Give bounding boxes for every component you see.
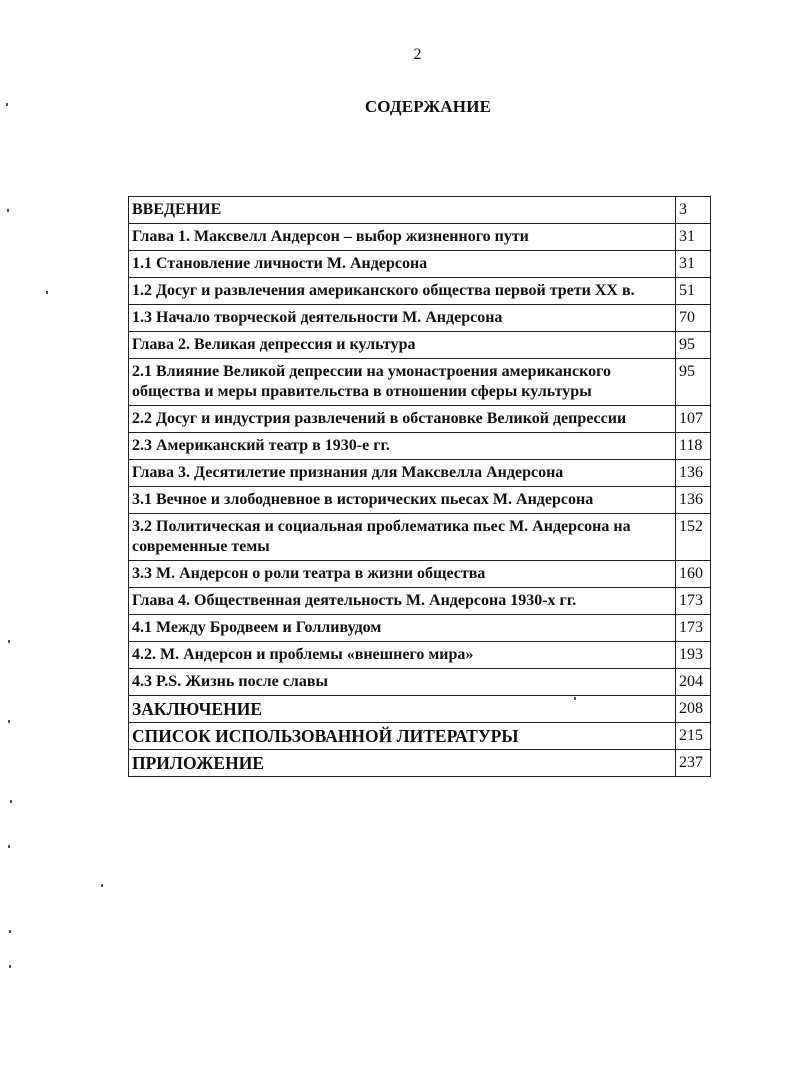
toc-entry-page: 51 xyxy=(676,278,711,305)
toc-row xyxy=(129,406,711,433)
toc-row xyxy=(129,696,711,723)
toc-entry-title: СПИСОК ИСПОЛЬЗОВАННОЙ ЛИТЕРАТУРЫ xyxy=(129,723,676,750)
toc-entry-page: 208 xyxy=(676,696,711,723)
scan-speck xyxy=(7,209,9,212)
toc-row xyxy=(129,460,711,487)
toc-entry-page: 31 xyxy=(676,224,711,251)
toc-row xyxy=(129,723,711,750)
toc-entry-page: 173 xyxy=(676,588,711,615)
toc-row xyxy=(129,561,711,588)
toc-entry-title: 3.2 Политическая и социальная проблематика пьес М. Андерсона на современные темы xyxy=(129,514,676,561)
toc-entry-title: ЗАКЛЮЧЕНИЕ xyxy=(129,696,676,723)
toc-entry-title: ПРИЛОЖЕНИЕ xyxy=(129,750,676,777)
scan-speck xyxy=(8,845,10,848)
toc-entry-page: 70 xyxy=(676,305,711,332)
toc-entry-page: 95 xyxy=(676,332,711,359)
toc-entry-title: 2.3 Американский театр в 1930-е гг. xyxy=(129,433,676,460)
scan-speck xyxy=(10,800,12,803)
scan-speck xyxy=(46,291,48,294)
toc-entry-page: 173 xyxy=(676,615,711,642)
toc-entry-title: 2.2 Досуг и индустрия развлечений в обстановке Великой депрессии xyxy=(129,406,676,433)
toc-row xyxy=(129,197,711,224)
toc-row xyxy=(129,224,711,251)
scan-speck xyxy=(9,930,11,933)
toc-row xyxy=(129,588,711,615)
page-title: СОДЕРЖАНИЕ xyxy=(364,97,492,116)
scan-speck xyxy=(9,965,11,968)
toc-entry-title: Глава 4. Общественная деятельность М. Андерсона 1930-х гг. xyxy=(129,588,676,615)
toc-entry-page: 152 xyxy=(676,514,711,561)
page-number: 2 xyxy=(413,46,422,63)
toc-entry-title: 3.3 М. Андерсон о роли театра в жизни общества xyxy=(129,561,676,588)
scan-speck xyxy=(574,697,576,700)
toc-entry-title: Глава 1. Максвелл Андерсон – выбор жизненного пути xyxy=(129,224,676,251)
scan-speck xyxy=(101,884,103,887)
scan-speck xyxy=(6,103,8,106)
toc-entry-title: Глава 3. Десятилетие признания для Максвелла Андерсона xyxy=(129,460,676,487)
toc-entry-title: 3.1 Вечное и злободневное в исторических пьесах М. Андерсона xyxy=(129,487,676,514)
toc-row xyxy=(129,359,711,406)
toc-entry-page: 204 xyxy=(676,669,711,696)
toc-entry-title: 1.1 Становление личности М. Андерсона xyxy=(129,251,676,278)
toc-entry-page: 107 xyxy=(676,406,711,433)
toc-entry-title: 4.3 P.S. Жизнь после славы xyxy=(129,669,676,696)
toc-entry-page: 136 xyxy=(676,460,711,487)
toc-entry-page: 31 xyxy=(676,251,711,278)
toc-entry-page: 95 xyxy=(676,359,711,406)
toc-entry-page: 3 xyxy=(676,197,711,224)
toc-entry-page: 136 xyxy=(676,487,711,514)
toc-row xyxy=(129,750,711,777)
toc-entry-title: 1.2 Досуг и развлечения американского общества первой трети XX в. xyxy=(129,278,676,305)
toc-row xyxy=(129,305,711,332)
toc-entry-title: 4.1 Между Бродвеем и Голливудом xyxy=(129,615,676,642)
toc-entry-page: 215 xyxy=(676,723,711,750)
toc-entry-page: 160 xyxy=(676,561,711,588)
table-of-contents xyxy=(128,196,711,777)
toc-entry-title: Глава 2. Великая депрессия и культура xyxy=(129,332,676,359)
toc-row xyxy=(129,251,711,278)
toc-entry-title: 2.1 Влияние Великой депрессии на умонастроения американского общества и меры правительства в отношении сферы культуры xyxy=(129,359,676,406)
toc-row xyxy=(129,615,711,642)
toc-entry-page: 118 xyxy=(676,433,711,460)
toc-row xyxy=(129,332,711,359)
scan-speck xyxy=(8,720,10,723)
toc-entry-page: 237 xyxy=(676,750,711,777)
toc-row xyxy=(129,669,711,696)
toc-entry-page: 193 xyxy=(676,642,711,669)
toc-entry-title: 4.2. М. Андерсон и проблемы «внешнего мира» xyxy=(129,642,676,669)
toc-row xyxy=(129,514,711,561)
toc-row xyxy=(129,433,711,460)
scan-speck xyxy=(8,640,10,643)
toc-entry-title: 1.3 Начало творческой деятельности М. Андерсона xyxy=(129,305,676,332)
toc-row xyxy=(129,278,711,305)
toc-body xyxy=(129,197,711,777)
toc-entry-title: ВВЕДЕНИЕ xyxy=(129,197,676,224)
toc-row xyxy=(129,487,711,514)
toc-row xyxy=(129,642,711,669)
